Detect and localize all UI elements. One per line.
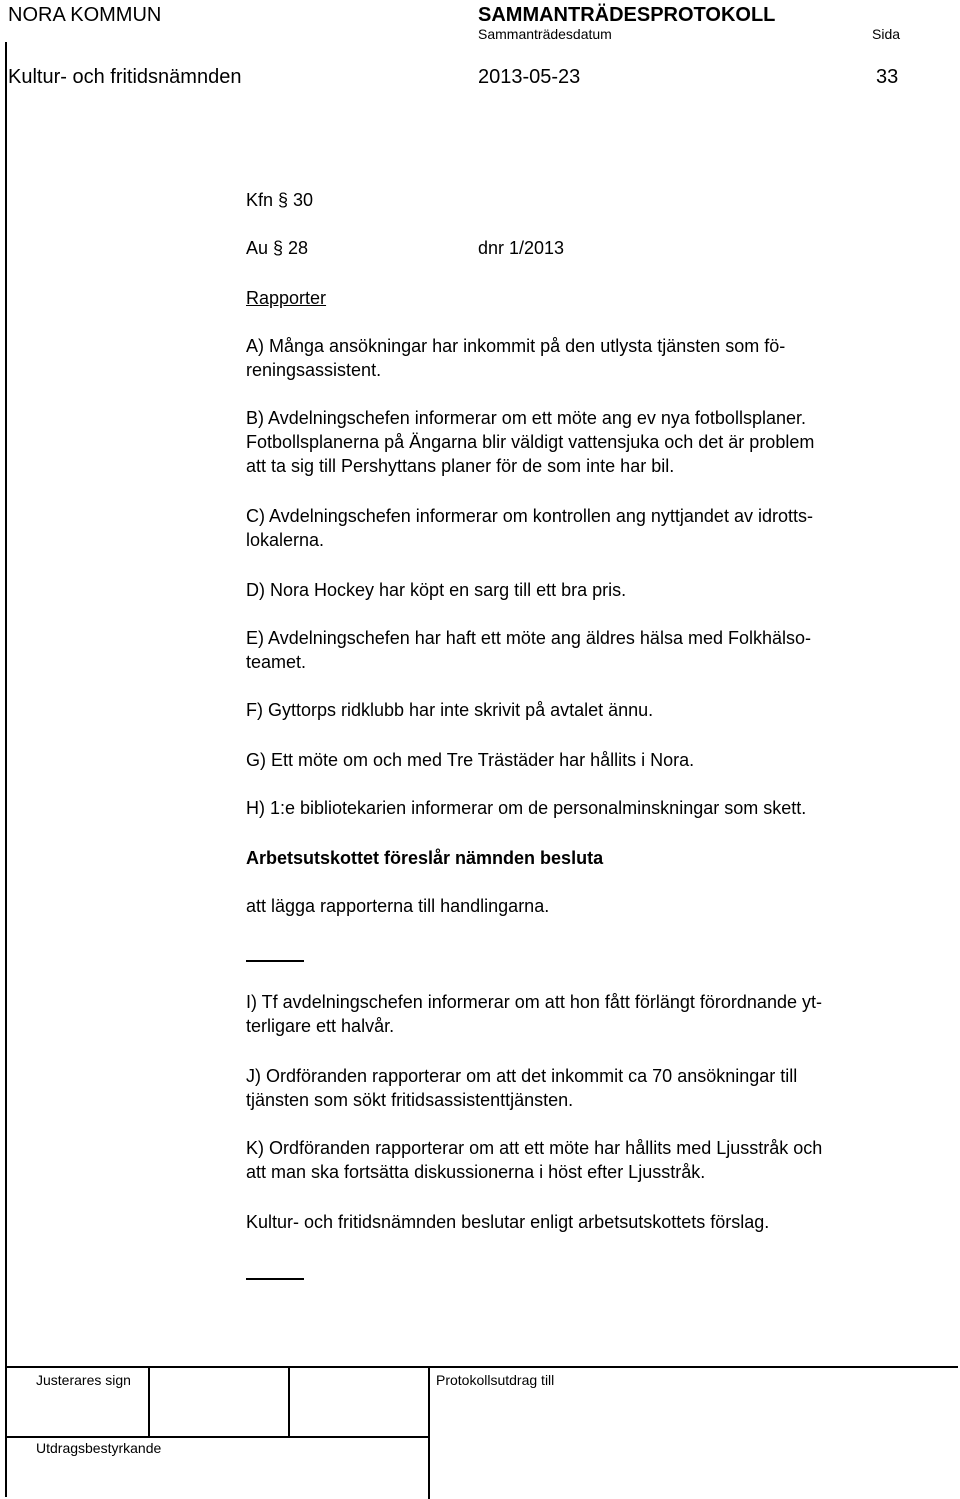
separator-line [246,960,304,962]
footer-divider [428,1367,430,1499]
document-type: SAMMANTRÄDESPROTOKOLL [478,4,776,26]
au-paragraph: Au § 28 [246,238,309,258]
item-k-line1: K) Ordföranden rapporterar om att ett möte har hållits med Ljusstråk och [246,1138,823,1158]
item-b-line2: Fotbollsplanerna på Ängarna blir väldigt vattensjuka och det är problem [246,432,815,452]
item-j-line2: tjänsten som sökt fritidsassistenttjänsten. [246,1090,574,1110]
item-g: G) Ett möte om och med Tre Trästäder har hållits i Nora. [246,750,695,770]
item-j-line1: J) Ordföranden rapporterar om att det inkommit ca 70 ansökningar till [246,1066,798,1086]
page-label: Sida [872,26,901,42]
kfn-paragraph: Kfn § 30 [246,190,314,210]
item-i-line2: terligare ett halvår. [246,1016,395,1036]
dnr-number: dnr 1/2013 [478,238,565,258]
justerares-sign-label: Justerares sign [36,1372,131,1388]
item-c-line1: C) Avdelningschefen informerar om kontrollen ang nyttjandet av idrotts- [246,506,813,526]
committee-name: Kultur- och fritidsnämnden [8,66,242,88]
item-i-line1: I) Tf avdelningschefen informerar om att hon fått förlängt förordnande yt- [246,992,822,1012]
item-a-line2: reningsassistent. [246,360,382,380]
municipality-name: NORA KOMMUN [8,4,162,26]
item-d: D) Nora Hockey har köpt en sarg till ett bra pris. [246,580,627,600]
item-a-line1: A) Många ansökningar har inkommit på den utlysta tjänsten som fö- [246,336,786,356]
item-k-line2: att man ska fortsätta diskussionerna i höst efter Ljusstråk. [246,1162,706,1182]
meeting-date-label: Sammanträdesdatum [478,26,612,42]
separator-line [246,1278,304,1280]
utdragsbestyrkande-label: Utdragsbestyrkande [36,1440,162,1456]
left-margin-line [5,42,7,1497]
meeting-date: 2013-05-23 [478,66,581,88]
protokollsutdrag-label: Protokollsutdrag till [436,1372,555,1388]
item-f: F) Gyttorps ridklubb har inte skrivit på avtalet ännu. [246,700,654,720]
page-number: 33 [876,66,899,88]
item-b-line1: B) Avdelningschefen informerar om ett möte ang ev nya fotbollsplaner. [246,408,806,428]
section-heading: Rapporter [246,288,327,308]
item-h: H) 1:e bibliotekarien informerar om de personalminskningar som skett. [246,798,807,818]
footer-middle-line [5,1436,429,1438]
proposal-text: att lägga rapporterna till handlingarna. [246,896,550,916]
item-b-line3: att ta sig till Pershyttans planer för de som inte har bil. [246,456,675,476]
proposal-heading: Arbetsutskottet föreslår nämnden besluta [246,848,604,868]
item-c-line2: lokalerna. [246,530,325,550]
item-e-line2: teamet. [246,652,307,672]
decision-text: Kultur- och fritidsnämnden beslutar enligt arbetsutskottets förslag. [246,1212,770,1232]
item-e-line1: E) Avdelningschefen har haft ett möte ang äldres hälsa med Folkhälso- [246,628,811,648]
footer-divider [288,1367,290,1437]
footer-divider [148,1367,150,1437]
